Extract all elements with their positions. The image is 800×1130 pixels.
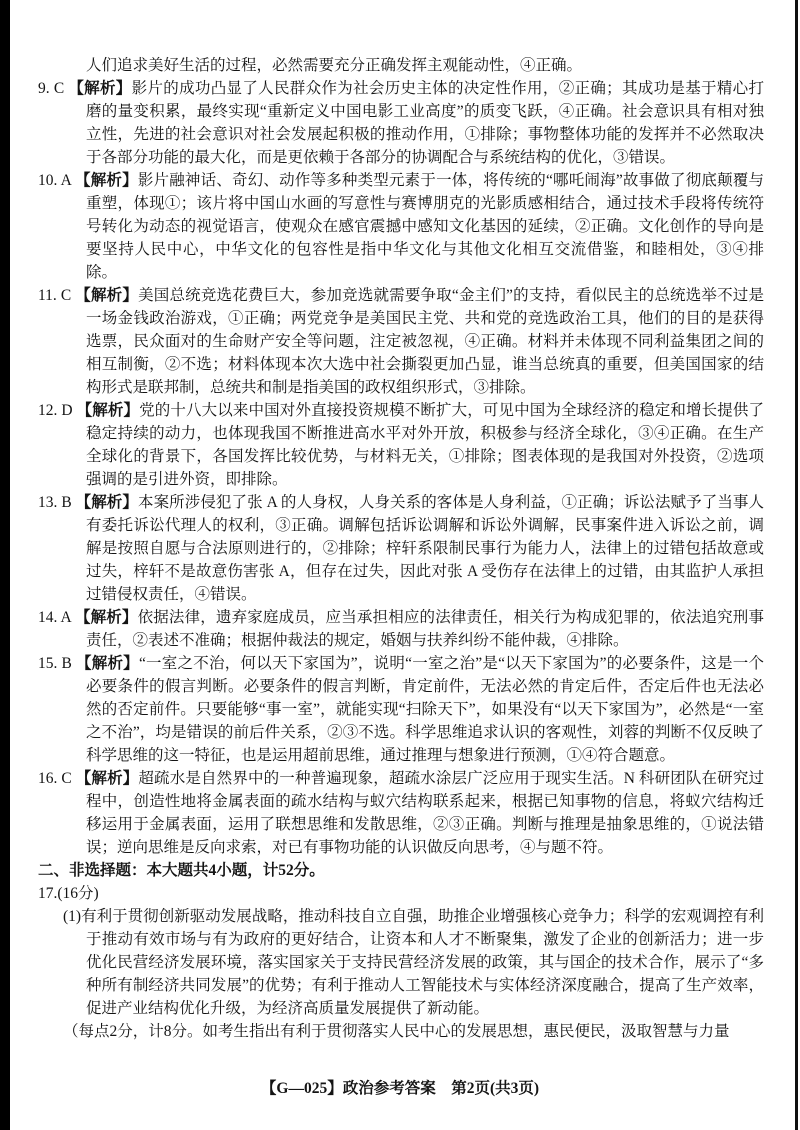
scan-border-right [795,0,798,1130]
answer-item [38,399,764,491]
answer-number: 10. A [38,172,76,189]
answer-number: 15. B [38,655,76,672]
continuation-text: 人们追求美好生活的过程，必然需要充分正确发挥主观能动性，④正确。 [86,57,583,74]
analysis-label: 【解析】 [75,770,139,787]
answer-number: 12. D [38,402,77,419]
answer-item [38,284,764,399]
scan-border-left [0,0,10,1130]
answer-sheet-content [38,54,764,1043]
analysis-label: 【解析】 [75,655,139,672]
analysis-text: “一室之不治，何以天下家国为”，说明“一室之治”是“以天下家国为”的必要条件，这是一个必要条件的假言判断。必要条件的假言判断，肯定前件，无法必然的肯定后件，否定后件也无法必然的否定前件。只要能够“事一室”，就能实现“扫除天下”，如果没有“以天下家国为”，必然是“一室之不治”，均是错误的前后件关系，②③不选。科学思维追求认识的客观性，刘蓉的判断不仅反映了科学思维的这一特征，也是运用超前思维，通过推理与想象进行预测，①④符合题意。 [86,655,764,764]
analysis-text: 超疏水是自然界中的一种普遍现象，超疏水涂层广泛应用于现实生活。N 科研团队在研究过程中，创造性地将金属表面的疏水结构与蚁穴结构联系起来，根据已知事物的信息，将蚁穴结构迁移运用于金属表面，运用了联想思维和发散思维，②③正确。判断与推理是抽象思维的，①说法错误；逆向思维是反向求索，对已有事物功能的认识做反向思考，④与题不符。 [86,770,764,856]
analysis-text: 美国总统竞选花费巨大，参加竞选就需要争取“金主们”的支持，看似民主的总统选举不过是一场金钱政治游戏，①正确；两党竞争是美国民主党、共和党的竞选政治工具，他们的目的是获得选票，民众面对的生命财产安全等问题，注定被忽视，④正确。材料并未体现不同利益集团之间的相互制衡，②不选；材料体现本次大选中社会撕裂更加凸显，谁当总统真的重要，但美国国家的结构形式是联邦制，总统共和制是指美国的政权组织形式，③排除。 [86,287,765,396]
answer-number: 16. C [38,770,76,787]
footer-text: 【G—025】政治参考答案 第2页(共3页) [260,1080,540,1097]
analysis-label: 【解析】 [76,402,140,419]
analysis-label: 【解析】 [75,172,138,189]
scoring-note: （每点2分，计8分。如考生指出有利于贯彻落实人民中心的发展思想，惠民便民，汲取智慧与力量 [63,1023,730,1040]
answer-number: 11. C [38,287,76,304]
analysis-label: 【解析】 [75,287,139,304]
analysis-label: 【解析】 [68,80,132,97]
answer-item [38,169,764,284]
answer-item [38,767,764,859]
analysis-text: 本案所涉侵犯了张 A 的人身权，人身关系的客体是人身利益，①正确；诉讼法赋予了当事人有委托诉讼代理人的权利，③正确。调解包括诉讼调解和诉讼外调解，民事案件进入诉讼之前，调解是按照自愿与合法原则进行的，②排除；梓轩系限制民事行为能力人，法律上的过错包括故意或过失，梓轩不是故意伤害张 A，但存在过失，因此对张 A 受伤存在法律上的过错，由其监护人承担过错侵权责任，④错误。 [86,494,764,603]
answer-item [38,652,764,767]
analysis-text: 依据法律，遗弃家庭成员，应当承担相应的法律责任，相关行为构成犯罪的，依法追究刑事责任，②表述不准确；根据仲裁法的规定，婚姻与扶养纠纷不能仲裁，④排除。 [86,609,764,649]
analysis-text: 影片融神话、奇幻、动作等多种类型元素于一体，将传统的“哪吒闹海”故事做了彻底颠覆与重塑，体现①；该片将中国山水画的写意性与赛博朋克的光影质感相结合，通过技术手段将传统符号转化为动态的视觉语言，使观众在感官震撼中感知文化基因的延续，②正确。文化创作的导向是要坚持人民中心，中华文化的包容性是指中华文化与其他文化相互交流借鉴，和睦相处，③④排除。 [86,172,764,281]
answer-list [38,77,764,859]
question-17-header: 17.(16分) [38,885,99,902]
answer-number: 13. B [38,494,76,511]
answer-number: 9. C [38,80,69,97]
analysis-label: 【解析】 [75,494,138,511]
question-17-answer: (1)有利于贯彻创新驱动发展战略，推动科技自立自强，助推企业增强核心竞争力；科学的宏观调控有利于推动有效市场与有为政府的更好结合，让资本和人才不断聚集，激发了企业的创新活力；进一步优化民营经济发展环境，落实国家关于支持民营经济发展的政策，其与国企的技术合作，展示了“多种所有制经济共同发展”的优势；有利于推动人工智能技术与实体经济深度融合，提高了生产效率，促进产业结构优化升级，为经济高质量发展提供了新动能。 [63,908,764,1017]
answer-item [38,491,764,606]
answer-item [38,606,764,652]
answer-number: 14. A [38,609,75,626]
analysis-text: 影片的成功凸显了人民群众作为社会历史主体的决定性作用，②正确；其成功是基于精心打磨的量变积累，最终实现“重新定义中国电影工业高度”的质变飞跃，④正确。社会意识具有相对独立性，先进的社会意识对社会发展起积极的推动作用，①排除；事物整体功能的发挥并不必然取决于各部分功能的最大化，而是更依赖于各部分的协调配合与系统结构的优化，③错误。 [86,80,764,166]
page-footer [0,1076,800,1098]
analysis-text: 党的十八大以来中国对外直接投资规模不断扩大，可见中国为全球经济的稳定和增长提供了稳定持续的动力，也体现我国不断推进高水平对外开放，积极参与经济全球化，③④正确。在生产全球化的背景下，各国发挥比较优势，与材料无关，①排除；图表体现的是我国对外投资，②选项强调的是引进外资，即排除。 [86,402,764,488]
analysis-label: 【解析】 [74,609,138,626]
section-header: 二、非选择题：本大题共4小题，计52分。 [38,862,325,879]
answer-item [38,77,764,169]
